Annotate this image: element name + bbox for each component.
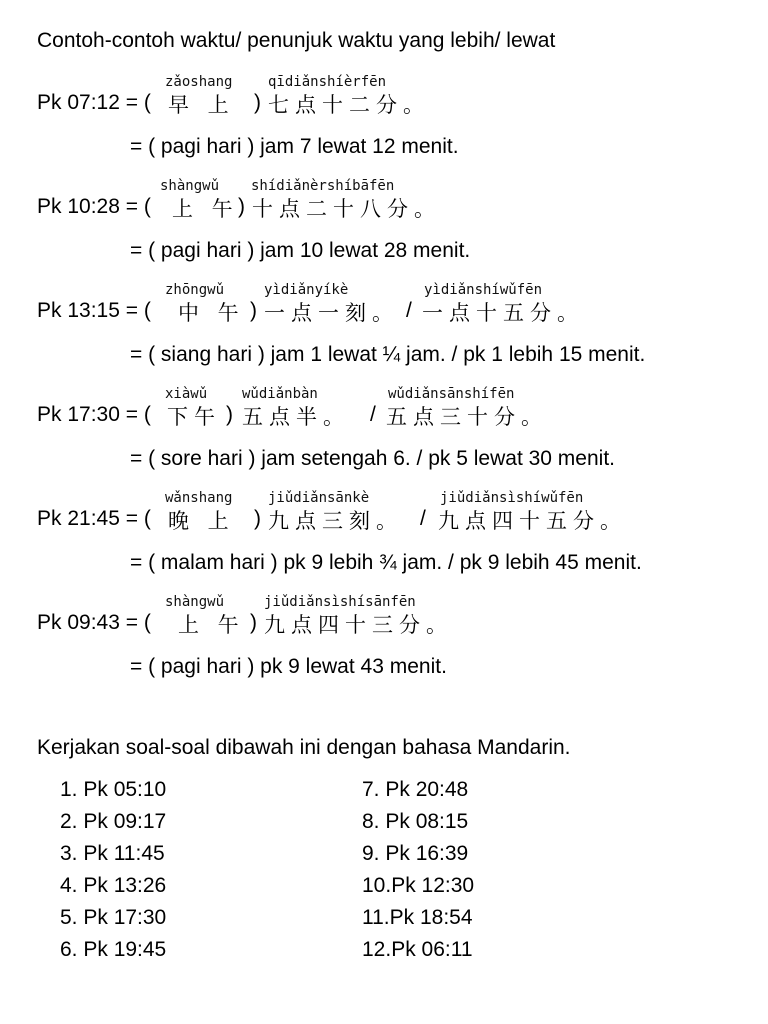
list-item: 9. Pk 16:39 [362, 842, 469, 865]
list-item: 7. Pk 20:48 [362, 778, 469, 801]
pinyin-time: jiǔdiǎnsìshísānfēn [264, 594, 416, 610]
period-hanzi: 晚 上 [168, 509, 235, 533]
close-paren: ) [250, 611, 257, 634]
time-label: Pk 10:28 = ( [37, 195, 151, 218]
list-item: 12.Pk 06:11 [362, 938, 473, 961]
translation: = ( pagi hari ) pk 9 lewat 43 menit. [130, 655, 447, 678]
time-label: Pk 09:43 = ( [37, 611, 151, 634]
period-hanzi: 上 午 [178, 613, 245, 637]
translation: = ( pagi hari ) jam 10 lewat 28 menit. [130, 239, 471, 262]
period-hanzi: 上 午 [172, 197, 239, 221]
exercise-instruction: Kerjakan soal-soal dibawah ini dengan bahasa Mandarin. [37, 736, 571, 759]
slash: / [406, 299, 412, 322]
list-item: 1. Pk 05:10 [60, 778, 167, 801]
pinyin-period: shàngwǔ [165, 594, 225, 610]
period-hanzi: 早 上 [168, 93, 235, 117]
time-hanzi: 五点半。 [242, 405, 350, 429]
pinyin-time-alt: jiǔdiǎnsìshíwǔfēn [440, 490, 584, 506]
pinyin-time: yìdiǎnyíkè [264, 282, 349, 298]
time-hanzi-alt: 九点四十五分。 [438, 509, 627, 533]
pinyin-time: qīdiǎnshíèrfēn [268, 74, 387, 90]
list-item: 3. Pk 11:45 [60, 842, 165, 865]
time-label: Pk 21:45 = ( [37, 507, 151, 530]
pinyin-period: wǎnshang [165, 490, 233, 506]
close-paren: ) [226, 403, 233, 426]
close-paren: ) [250, 299, 257, 322]
translation: = ( sore hari ) jam setengah 6. / pk 5 lewat 30 menit. [130, 447, 615, 470]
list-item: 4. Pk 13:26 [60, 874, 167, 897]
pinyin-period: shàngwǔ [160, 178, 220, 194]
list-item: 2. Pk 09:17 [60, 810, 167, 833]
list-item: 6. Pk 19:45 [60, 938, 167, 961]
pinyin-time: wǔdiǎnbàn [242, 386, 318, 402]
translation: = ( malam hari ) pk 9 lebih ¾ jam. / pk 9 lebih 45 menit. [130, 551, 642, 574]
pinyin-time-alt: yìdiǎnshíwǔfēn [424, 282, 543, 298]
translation: = ( siang hari ) jam 1 lewat ¼ jam. / pk 1 lebih 15 menit. [130, 343, 646, 366]
list-item: 5. Pk 17:30 [60, 906, 167, 929]
list-item: 8. Pk 08:15 [362, 810, 469, 833]
time-label: Pk 07:12 = ( [37, 91, 151, 114]
time-hanzi-alt: 五点三十分。 [386, 405, 548, 429]
pinyin-time-alt: wǔdiǎnsānshífēn [388, 386, 515, 402]
pinyin-time: jiǔdiǎnsānkè [268, 490, 370, 506]
pinyin-time: shídiǎnèrshíbāfēn [251, 178, 395, 194]
translation: = ( pagi hari ) jam 7 lewat 12 menit. [130, 135, 459, 158]
time-hanzi: 十点二十八分。 [252, 197, 441, 221]
page-title: Contoh-contoh waktu/ penunjuk waktu yang lebih/ lewat [37, 29, 556, 52]
time-hanzi: 九点四十三分。 [264, 613, 453, 637]
pinyin-period: xiàwǔ [165, 386, 208, 402]
period-hanzi: 下午 [167, 405, 221, 429]
slash: / [420, 507, 426, 530]
time-hanzi: 七点十二分。 [268, 93, 430, 117]
list-item: 10.Pk 12:30 [362, 874, 475, 897]
pinyin-period: zǎoshang [165, 74, 233, 90]
pinyin-period: zhōngwǔ [165, 282, 225, 298]
time-hanzi: 九点三刻。 [268, 509, 403, 533]
time-label: Pk 17:30 = ( [37, 403, 151, 426]
slash: / [370, 403, 376, 426]
time-hanzi: 一点一刻。 [264, 301, 399, 325]
time-hanzi-alt: 一点十五分。 [422, 301, 584, 325]
period-hanzi: 中 午 [178, 301, 245, 325]
close-paren: ) [254, 91, 261, 114]
close-paren: ) [254, 507, 261, 530]
time-label: Pk 13:15 = ( [37, 299, 151, 322]
list-item: 11.Pk 18:54 [362, 906, 473, 929]
close-paren: ) [238, 195, 245, 218]
